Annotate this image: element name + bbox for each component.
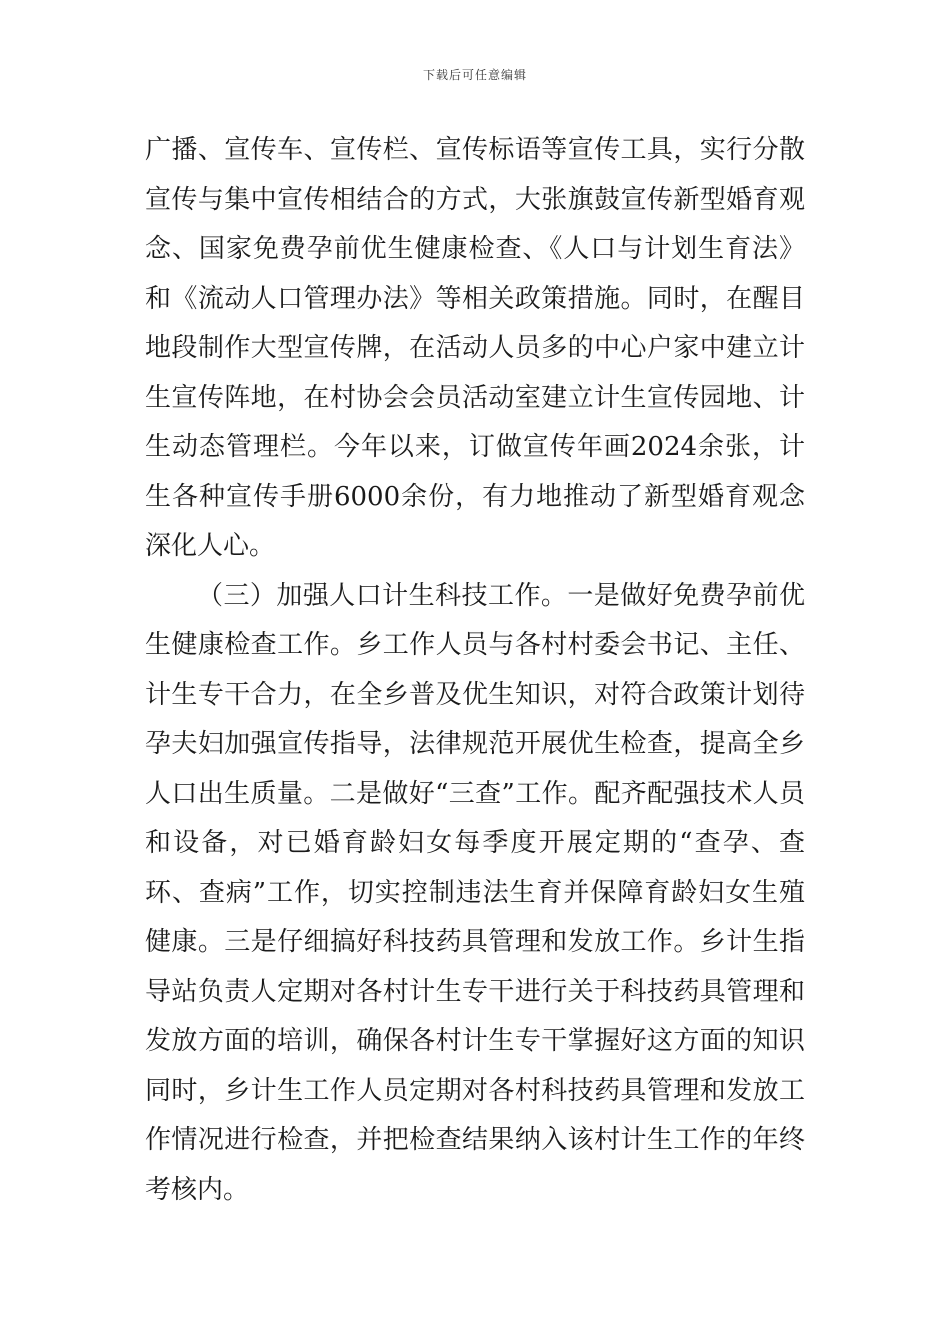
header-note: 下载后可任意编辑 (422, 68, 527, 82)
document-body (145, 126, 805, 1215)
paragraph-section-three: （三）加强人口计生科技工作。一是做好免费孕前优生健康检查工作。乡工作人员与各村村委会书记、主任、计生专干合力，在全乡普及优生知识，对符合政策计划待孕夫妇加强宣传指导，法律规范开展优生检查，提高全乡人口出生质量。二是做好“三查”工作。配齐配强技术人员和设备，对已婚育龄妇女每季度开展定期的“查孕、查环、查病”工作，切实控制违法生育并保障育龄妇女生殖健康。三是仔细搞好科技药具管理和发放工作。乡计生指导站负责人定期对各村计生专干进行关于科技药具管理和发放方面的培训，确保各村计生专干掌握好这方面的知识同时，乡计生工作人员定期对各村科技药具管理和发放工作情况进行检查，并把检查结果纳入该村计生工作的年终考核内。 (145, 580, 805, 1205)
paragraph-continued: 广播、宣传车、宣传栏、宣传标语等宣传工具，实行分散宣传与集中宣传相结合的方式，大张旗鼓宣传新型婚育观念、国家免费孕前优生健康检查、《人口与计划生育法》和《流动人口管理办法》等相关政策措施。同时，在醒目地段制作大型宣传牌，在活动人员多的中心户家中建立计生宣传阵地，在村协会会员活动室建立计生宣传园地、计生动态管理栏。今年以来，订做宣传年画2024余张，计生各种宣传手册6000余份，有力地推动了新型婚育观念深化人心。 (145, 135, 805, 561)
